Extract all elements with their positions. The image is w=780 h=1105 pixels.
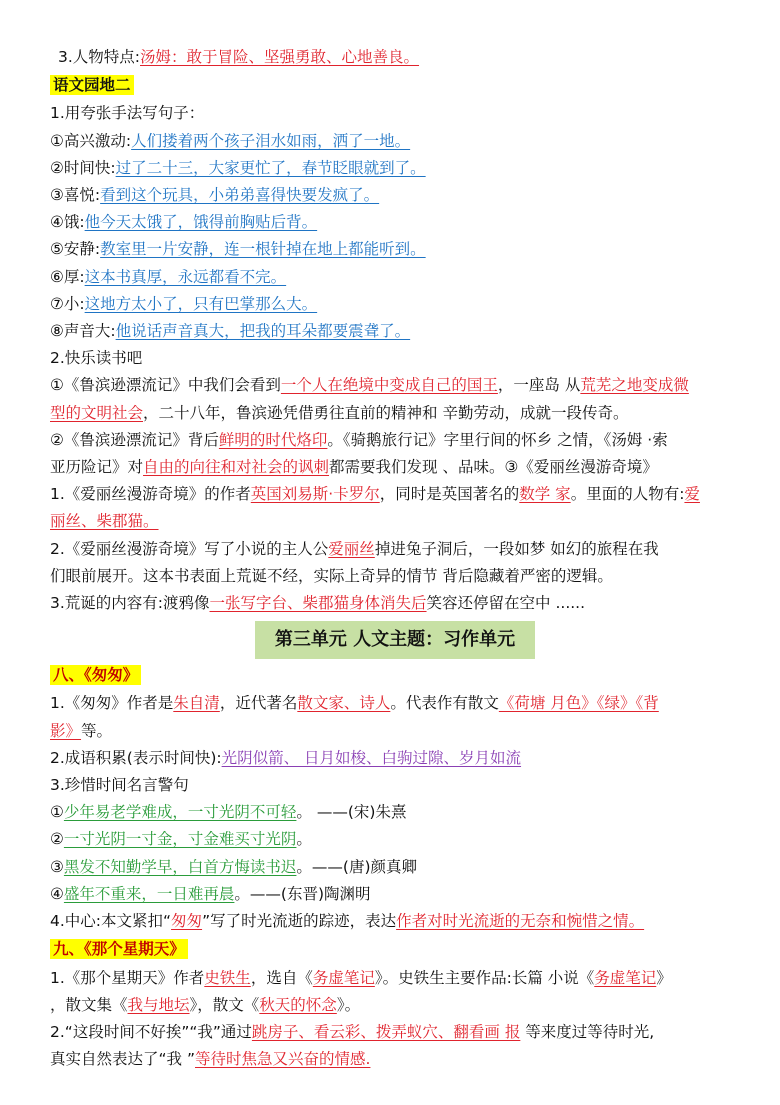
text-line bbox=[50, 400, 740, 427]
prompt-text: 。里面的人物有: bbox=[570, 485, 685, 504]
prompt-text: 掉进兔子洞后，一段如梦 如幻的旅程在我 bbox=[374, 539, 659, 558]
prompt-text: 们眼前展开。这本书表面上荒诞不经，实际上奇异的情节 背后隐藏着严密的逻辑。 bbox=[50, 566, 613, 585]
prompt-text: 。 ——(宋)朱熹 bbox=[296, 803, 407, 822]
text-line bbox=[50, 182, 740, 209]
text-line bbox=[50, 345, 740, 372]
prompt-text: 3.人物特点: bbox=[58, 48, 141, 66]
prompt-text: ④饿: bbox=[50, 213, 85, 232]
unit-banner bbox=[50, 621, 740, 659]
text-line bbox=[50, 965, 740, 992]
prompt-text: 等来度过等待时光, bbox=[520, 1022, 655, 1041]
prompt-text: 2.“这段时间不好挨”“我”通过 bbox=[50, 1022, 252, 1041]
text-line bbox=[50, 536, 740, 563]
answer-text: 荒芜之地变成微 bbox=[580, 376, 689, 395]
prompt-text: 语文园地二 bbox=[53, 76, 131, 95]
answer-text: 匆匆 bbox=[171, 912, 203, 931]
section-heading-label bbox=[50, 939, 188, 959]
prompt-text: ④ bbox=[50, 884, 64, 903]
answer-text: 这本书真厚，永远都看不完。 bbox=[84, 267, 287, 286]
prompt-text: 》 bbox=[656, 968, 672, 987]
prompt-text: 1.《匆匆》作者是 bbox=[50, 694, 174, 713]
answer-text: 《荷塘 月色》《绿》《背 bbox=[498, 694, 659, 713]
answer-text: 一寸光阴一寸金，寸金难买寸光阴 bbox=[63, 830, 297, 849]
text-line bbox=[50, 745, 740, 772]
answer-text: 型的文明社会 bbox=[50, 403, 144, 422]
answer-text: 英国刘易斯·卡罗尔 bbox=[250, 485, 380, 504]
answer-text: 过了二十三，大家更忙了，春节眨眼就到了。 bbox=[115, 158, 426, 177]
prompt-text: ③ bbox=[50, 857, 64, 876]
text-line bbox=[50, 291, 740, 318]
answer-text: 自由的向往和对社会的讽刺 bbox=[143, 458, 330, 477]
prompt-text: 第三单元 人文主题：习作单元 bbox=[265, 624, 525, 656]
prompt-text: ⑦小: bbox=[50, 294, 85, 313]
prompt-text: ② bbox=[50, 830, 64, 849]
answer-text: 光阴似箭、 日月如梭、白驹过隙、岁月如流 bbox=[221, 748, 522, 767]
answer-text: 看到这个玩具，小弟弟喜得快要发疯了。 bbox=[100, 186, 380, 205]
prompt-text: 。代表作有散文 bbox=[390, 694, 499, 713]
prompt-text: 八、《匆匆》 bbox=[53, 666, 139, 685]
prompt-text: 3.珍惜时间名言警句 bbox=[50, 776, 189, 795]
text-line bbox=[50, 318, 740, 345]
answer-text: 丽丝、柴郡猫。 bbox=[50, 512, 159, 531]
prompt-text: 4.中心:本文紧扣“ bbox=[50, 912, 172, 931]
answer-text: 他说话声音真大，把我的耳朵都要震聋了。 bbox=[115, 322, 411, 341]
text-line bbox=[50, 590, 740, 617]
text-line bbox=[50, 690, 740, 717]
unit-banner-title bbox=[255, 621, 535, 659]
prompt-text: ，同时是英国著名的 bbox=[379, 485, 520, 504]
section-heading-label bbox=[50, 75, 134, 95]
answer-text: 鲜明的时代烙印 bbox=[218, 430, 328, 449]
text-line bbox=[50, 826, 740, 853]
text-line bbox=[50, 772, 740, 799]
prompt-text: ③喜悦: bbox=[50, 186, 101, 205]
answer-text: 作者对时光流逝的无奈和惋惜之情。 bbox=[396, 912, 645, 931]
prompt-text: 九、《那个星期天》 bbox=[53, 940, 185, 959]
answer-text: 史铁生 bbox=[204, 968, 251, 987]
text-line bbox=[50, 563, 740, 590]
text-line bbox=[50, 44, 740, 71]
prompt-text: 2.成语积累(表示时间快): bbox=[50, 748, 222, 767]
text-line bbox=[50, 100, 740, 127]
text-line bbox=[50, 881, 740, 908]
answer-text: 跳房子、看云彩、拨弄蚁穴、翻看画 报 bbox=[251, 1022, 521, 1041]
text-line bbox=[50, 908, 740, 935]
prompt-text: 。——(唐)颜真卿 bbox=[296, 857, 418, 876]
prompt-text: ，二十八年，鲁滨逊凭借勇往直前的精神和 辛勤劳动，成就一段传奇。 bbox=[143, 403, 629, 422]
section-heading bbox=[50, 72, 740, 99]
text-line bbox=[50, 1046, 740, 1073]
prompt-text: ，一座岛 从 bbox=[497, 376, 581, 395]
prompt-text: 真实自然表达了“我 ” bbox=[50, 1050, 195, 1069]
text-line bbox=[50, 427, 740, 454]
answer-text: 教室里一片安静，连一根针掉在地上都能听到。 bbox=[100, 240, 426, 259]
answer-text: 务虚笔记 bbox=[312, 968, 375, 987]
prompt-text: ①《鲁滨逊漂流记》中我们会看到 bbox=[50, 376, 281, 395]
prompt-text: 2.快乐读书吧 bbox=[50, 349, 143, 368]
answer-text: 爱丽丝 bbox=[328, 539, 375, 558]
text-line bbox=[50, 264, 740, 291]
prompt-text: 都需要我们发现 、品味。③《爱丽丝漫游奇境》 bbox=[329, 458, 658, 477]
prompt-text: ⑤安静: bbox=[50, 240, 101, 259]
text-line bbox=[50, 454, 740, 481]
text-line bbox=[50, 992, 740, 1019]
answer-text: 务虚笔记 bbox=[594, 968, 657, 987]
text-line bbox=[50, 1019, 740, 1046]
prompt-text: 》。 bbox=[336, 995, 361, 1014]
prompt-text: 1.用夸张手法写句子： bbox=[50, 104, 205, 123]
prompt-text: 2.《爱丽丝漫游奇境》写了小说的主人公 bbox=[50, 539, 329, 558]
answer-text: 散文家、诗人 bbox=[297, 694, 391, 713]
prompt-text: 等。 bbox=[81, 721, 113, 740]
answer-text: 一个人在绝境中变成自己的国王 bbox=[280, 376, 498, 395]
section-heading bbox=[50, 936, 740, 963]
answer-text: 汤姆：敢于冒险、坚强勇敢、心地善良。 bbox=[140, 48, 420, 66]
answer-text: 朱自清 bbox=[173, 694, 220, 713]
text-line bbox=[50, 155, 740, 182]
prompt-text: ②《鲁滨逊漂流记》背后 bbox=[50, 430, 219, 449]
text-line bbox=[50, 718, 740, 745]
answer-text: 影》 bbox=[50, 721, 82, 740]
answer-text: 爱 bbox=[684, 485, 700, 504]
text-line bbox=[50, 128, 740, 155]
text-line bbox=[50, 236, 740, 263]
section-heading-label bbox=[50, 665, 141, 685]
prompt-text: 1.《那个星期天》作者 bbox=[50, 968, 205, 987]
prompt-text: ，选自《 bbox=[250, 968, 313, 987]
text-line bbox=[50, 799, 740, 826]
answer-text: 这地方太小了，只有巴掌那么大。 bbox=[84, 294, 318, 313]
prompt-text: ，近代著名 bbox=[219, 694, 298, 713]
prompt-text: ，散文集《 bbox=[50, 995, 128, 1014]
prompt-text: ①高兴激动: bbox=[50, 131, 132, 150]
answer-text: 秋天的怀念 bbox=[259, 995, 337, 1014]
prompt-text: 笑容还停留在空中 ...... bbox=[426, 594, 586, 613]
answer-text: 黑发不知勤学早，白首方悔读书迟 bbox=[63, 857, 297, 876]
answer-text: 我与地坛 bbox=[127, 995, 190, 1014]
answer-text: 等待时焦急又兴奋的情感. bbox=[195, 1050, 371, 1069]
prompt-text: 》。史铁生主要作品:长篇 小说《 bbox=[374, 968, 595, 987]
prompt-text: ”写了时光流逝的踪迹，表达 bbox=[202, 912, 397, 931]
answer-text: 人们搂着两个孩子泪水如雨，洒了一地。 bbox=[131, 131, 411, 150]
prompt-text: 1.《爱丽丝漫游奇境》的作者 bbox=[50, 485, 251, 504]
text-line bbox=[50, 209, 740, 236]
section-heading bbox=[50, 662, 740, 689]
answer-text: 少年易老学难成，一寸光阴不可轻 bbox=[63, 803, 297, 822]
text-line bbox=[50, 854, 740, 881]
answer-text: 盛年不重来，一日难再晨 bbox=[63, 884, 235, 903]
prompt-text: 。 bbox=[296, 830, 312, 849]
prompt-text: ②时间快: bbox=[50, 158, 116, 177]
text-line bbox=[50, 372, 740, 399]
answer-text: 他今天太饿了，饿得前胸贴后背。 bbox=[84, 213, 318, 232]
prompt-text: ① bbox=[50, 803, 64, 822]
prompt-text: 。《骑鹅旅行记》字里行间的怀乡 之情，《汤姆 ·索 bbox=[327, 430, 668, 449]
prompt-text: 》，散文《 bbox=[189, 995, 260, 1014]
prompt-text: ⑧声音大: bbox=[50, 322, 116, 341]
answer-text: 一张写字台、柴郡猫身体消失后 bbox=[209, 594, 427, 613]
prompt-text: 。——(东晋)陶渊明 bbox=[234, 884, 371, 903]
text-line bbox=[50, 481, 740, 508]
prompt-text: 亚历险记》对 bbox=[50, 458, 144, 477]
text-line bbox=[50, 508, 740, 535]
prompt-text: 3.荒诞的内容有:渡鸦像 bbox=[50, 594, 210, 613]
answer-text: 数学 家 bbox=[519, 485, 571, 504]
prompt-text: ⑥厚: bbox=[50, 267, 85, 286]
